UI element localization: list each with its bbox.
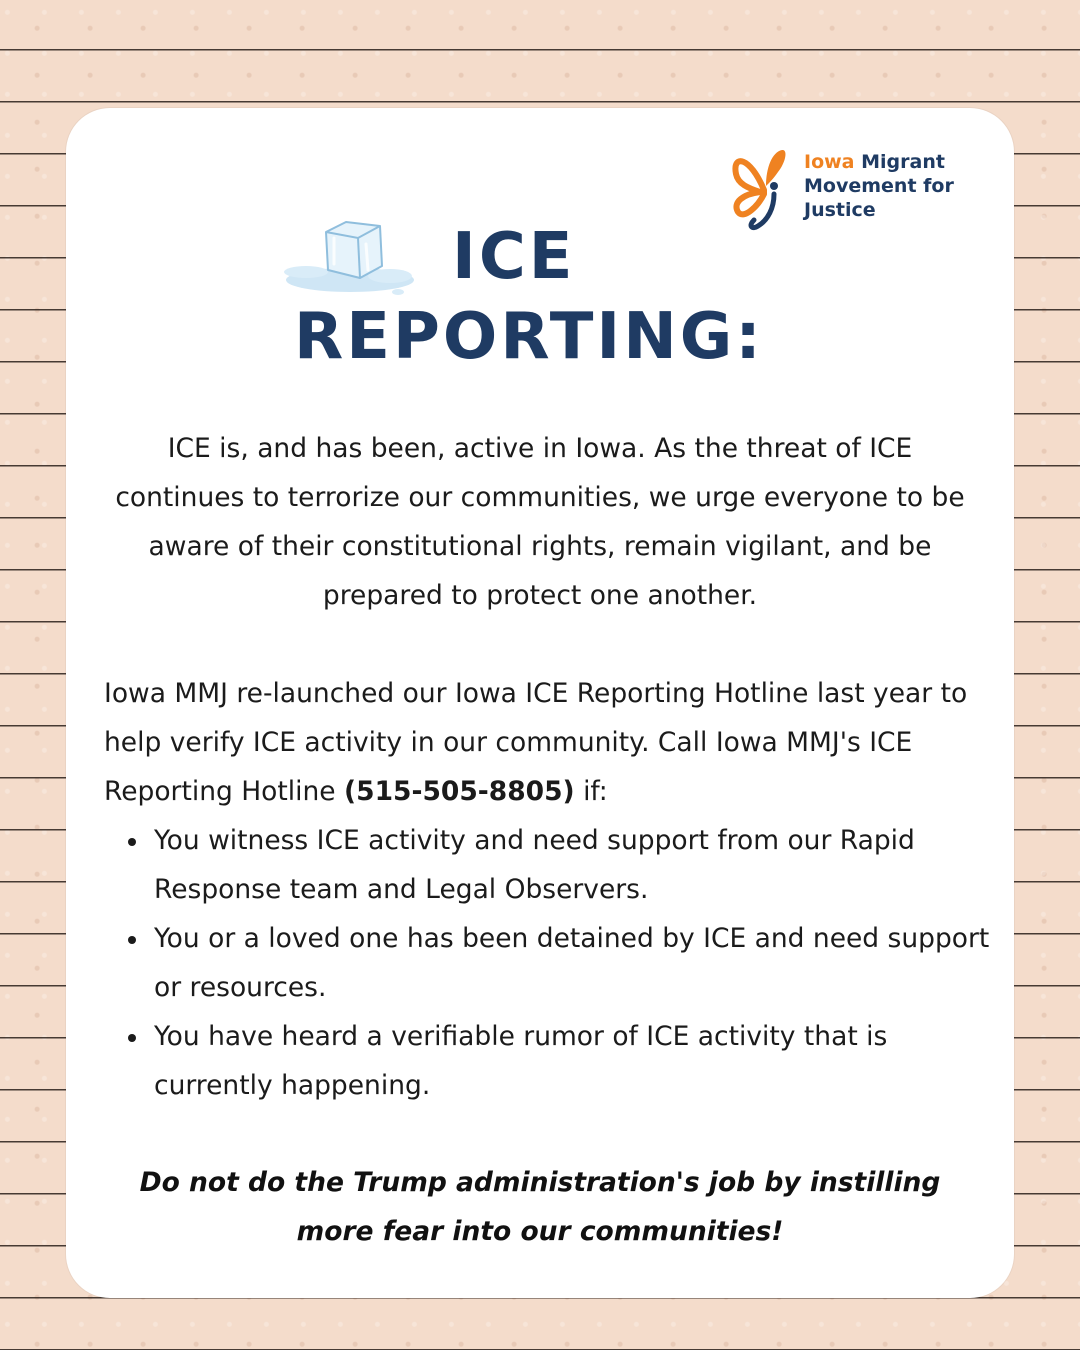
hotline-text-end: if:	[574, 776, 608, 807]
logo-line-justice: Justice	[804, 199, 876, 221]
hotline-reasons-list	[104, 816, 1014, 1110]
logo-word-migrant: Migrant	[854, 151, 945, 173]
list-item: You have heard a verifiable rumor of ICE activity that is currently happening.	[154, 1012, 1014, 1110]
logo-line-movement: Movement for	[804, 175, 954, 197]
hotline-phone-number: (515-505-8805)	[344, 776, 575, 807]
list-item: You or a loved one has been detained by ICE and need support or resources.	[154, 914, 1014, 1012]
logo-wordmark	[804, 150, 954, 222]
title-line-ice: ICE	[452, 220, 576, 294]
intro-paragraph: ICE is, and has been, active in Iowa. As the threat of ICE continues to terrorize our communities, we urge everyone to be aware of their constitutional rights, remain vigilant, and be prepared to protect one another.	[115, 433, 965, 611]
title-line-reporting: REPORTING:	[294, 300, 764, 374]
logo-word-iowa: Iowa	[804, 151, 855, 173]
ice-cube-icon	[282, 212, 422, 298]
hotline-text: Iowa MMJ re-launched our Iowa ICE Reporting Hotline last year to help verify ICE activity in our community. Call Iowa MMJ's ICE Reporting Hotline	[104, 678, 968, 807]
flyer-card	[66, 108, 1014, 1298]
butterfly-logo-icon	[730, 146, 806, 232]
list-item: You witness ICE activity and need support from our Rapid Response team and Legal Observers.	[154, 816, 1014, 914]
closing-statement: Do not do the Trump administration's job by instilling more fear into our communities!	[139, 1167, 941, 1247]
hotline-paragraph	[104, 669, 984, 816]
organization-logo	[730, 144, 990, 234]
